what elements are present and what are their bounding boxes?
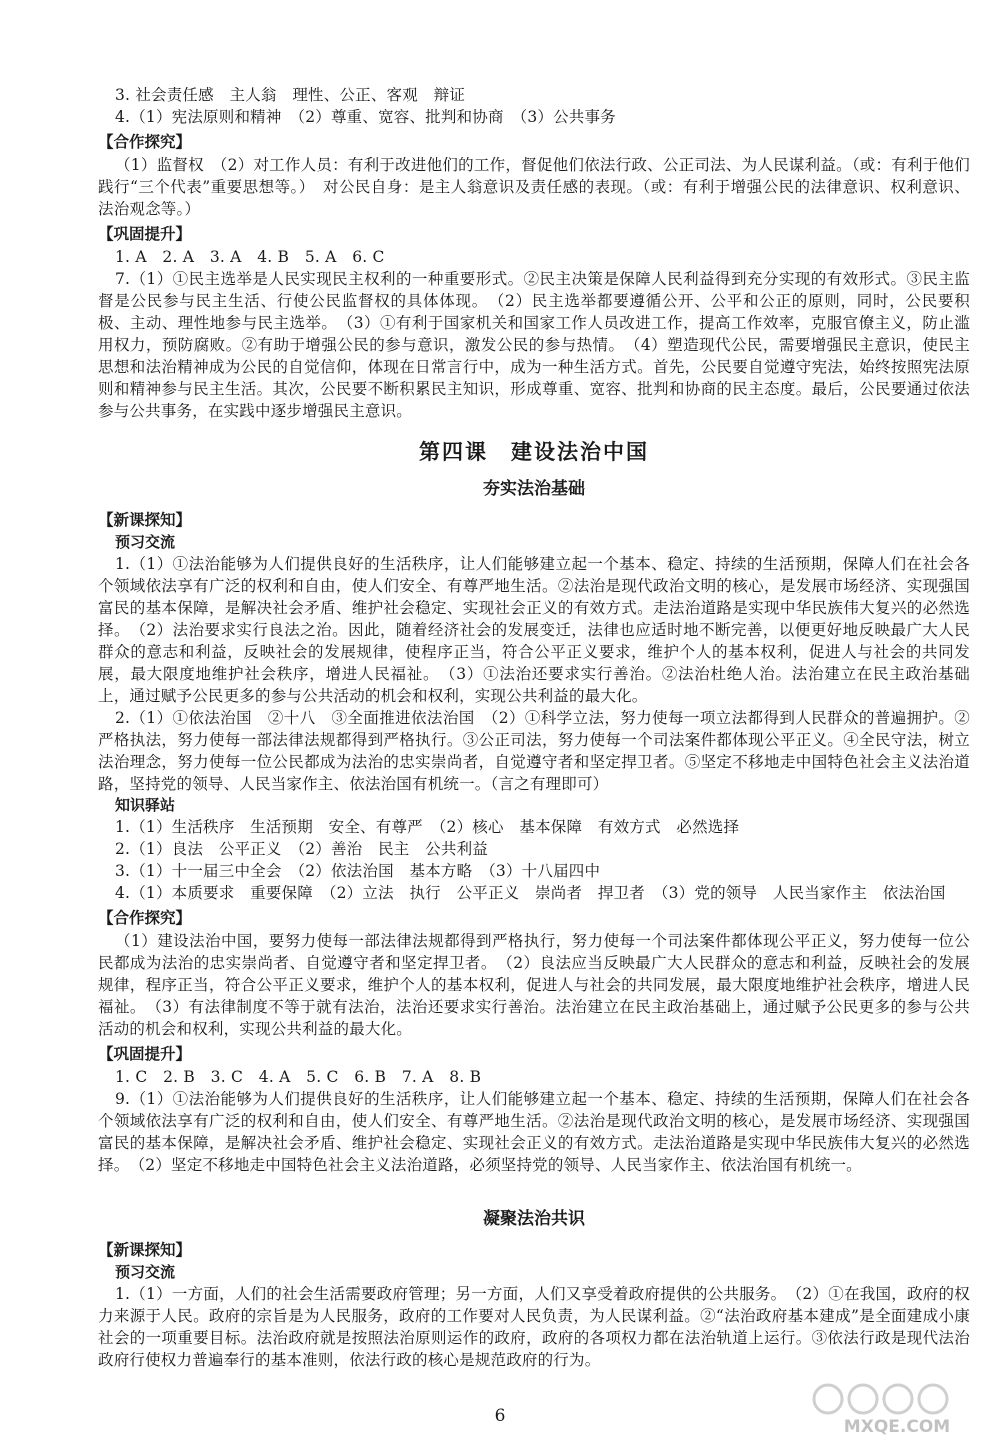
question-7-answer: 7.（1）①民主选举是人民实现民主权利的一种重要形式。②民主决策是保障人民利益得到充分实现的有效形式。③民主监督是公民参与民主生活、行使公民监督权的具体体现。 （2）民主选举都要遵循公开、公平和公正的原则，同时，公民要积极、主动、理性地参与民主选举。 （3）①有利于国家机关和国家工作人员改进工作，提高工作效率，克服官僚主义，防止滥用权力，预防腐败。②有助于增强公民的参与意识，激发公民的参与热情。 （4）塑造现代公民，需要增强民主意识，使民主思想和法治精神成为公民的自觉信仰，体现在日常言行中，成为一种生活方式。首先，公民要自觉遵守宪法，始终按照宪法原则和精神参与民主生活。其次，公民要不断积累民主知识，形成尊重、宽容、批判和协商的民主态度。最后，公民要通过依法参与公共事务，在实践中逐步增强民主意识。 [98,270,970,420]
topic-title-2: 凝聚法治共识 [483,1209,585,1229]
choice-answers: 1. A 2. A 3. A 4. B 5. A 6. C [115,248,385,266]
lesson-title: 第四课 建设法治中国 [419,440,649,464]
choice-answers-2: 1. C 2. B 3. C 4. A 5. C 6. B 7. A 8. B [115,1068,482,1086]
preview-heading: 预习交流 [115,533,176,551]
new-lesson-heading-2: 【新课探知】 [98,1241,192,1259]
answer-line-3: 3. 社会责任感 主人翁 理性、公正、客观 辩证 [115,86,466,104]
answer-line-4: 4.（1）宪法原则和精神 （2）尊重、宽容、批判和协商 （3）公共事务 [115,108,616,126]
knowledge-line-2: 2.（1）良法 公平正义 （2）善治 民主 公共利益 [115,840,488,858]
cooperative-inquiry-text: （1）监督权 （2）对工作人员：有利于改进他们的工作，督促他们依法行政、公正司法、为人民谋利益。（或：有利于他们践行“三个代表”重要思想等。） 对公民自身：是主人翁意识及责任感的表现。（或：有利于增强公民的法律意识、权利意识、法治观念等。） [98,156,970,218]
watermark-logo [808,1377,986,1437]
preview-heading-2: 预习交流 [115,1263,176,1281]
knowledge-line-3: 3.（1）十一届三中全会 （2）依法治国 基本方略 （3）十八届四中 [115,862,601,880]
knowledge-line-4: 4.（1）本质要求 重要保障 （2）立法 执行 公平正义 崇尚者 捍卫者 （3）党的领导 人民当家作主 依法治国 [115,884,946,902]
page-number: 6 [494,1406,506,1426]
preview-answer-topic2: 1.（1）一方面，人们的社会生活需要政府管理；另一方面，人们又享受着政府提供的公共服务。 （2）①在我国，政府的权力来源于人民。政府的宗旨是为人民服务，政府的工作要对人民负责，为人民谋利益。②“法治政府基本建成”是全面建成小康社会的一项重要目标。法治政府就是按照法治原则运作的政府，政府的各项权力都在法治轨道上运行。③依法行政是现代法治政府行使权力普遍奉行的基本准则，依法行政的核心是规范政府的行为。 [98,1285,970,1369]
document-body [98,84,970,1371]
preview-answer-1: 1.（1）①法治能够为人们提供良好的生活秩序，让人们能够建立起一个基本、稳定、持续的生活预期，保障人们在社会各个领域依法享有广泛的权利和自由，使人们安全、有尊严地生活。②法治是现代政治文明的核心，是发展市场经济、实现强国富民的基本保障，是解决社会矛盾、维护社会稳定、实现社会正义的有效方式。走法治道路是实现中华民族伟大复兴的必然选择。 （2）法治要求实行良法之治。因此，随着经济社会的发展变迁，法律也应适时地不断完善，以便更好地反映最广大人民群众的意志和利益，反映社会的发展规律，使程序正当，符合公平正义要求，维护个人的基本权利，促进人与社会的共同发展，最大限度地维护社会秩序，增进人民福祉。 （3）①法治还要求实行善治。②法治杜绝人治。法治建立在民主政治基础上，通过赋予公民更多的参与公共活动的机会和权利，实现公共利益的最大化。 [98,555,970,705]
preview-answer-2: 2.（1）①依法治国 ②十八 ③全面推进依法治国 （2）①科学立法，努力使每一项立法都得到人民群众的普遍拥护。②严格执法，努力使每一部法律法规都得到严格执行。③公正司法，努力使每一个司法案件都体现公平正义。④全民守法，树立法治理念，努力使每一位公民都成为法治的忠实崇尚者，自觉遵守者和坚定捍卫者。⑤坚定不移地走中国特色社会主义法治道路，坚持党的领导、人民当家作主、依法治国有机统一。（言之有理即可） [98,709,970,793]
cooperative-inquiry-heading-2: 【合作探究】 [98,909,192,927]
knowledge-heading: 知识驿站 [115,796,176,814]
watermark-text: MXQE.COM [843,1417,951,1437]
knowledge-line-1: 1.（1）生活秩序 生活预期 安全、有尊严 （2）核心 基本保障 有效方式 必然选择 [115,818,740,836]
consolidation-heading: 【巩固提升】 [98,225,192,243]
consolidation-heading-2: 【巩固提升】 [98,1045,192,1063]
new-lesson-heading: 【新课探知】 [98,511,192,529]
cooperative-inquiry-text-2: （1）建设法治中国，要努力使每一部法律法规都得到严格执行，努力使每一个司法案件都体现公平正义，努力使每一位公民都成为法治的忠实崇尚者、自觉遵守者和坚定捍卫者。 （2）良法应当反映最广大人民群众的意志和利益，反映社会的发展规律，程序正当，符合公平正义要求，维护个人的基本权利，促进人与社会的共同发展，最大限度地维护社会秩序，增进人民福祉。 （3）有法律制度不等于就有法治，法治还要求实行善治。法治建立在民主政治基础上，通过赋予公民更多的参与公共活动的机会和权利，实现公共利益的最大化。 [98,932,970,1038]
question-9-answer: 9.（1）①法治能够为人们提供良好的生活秩序，让人们能够建立起一个基本、稳定、持续的生活预期，保障人们在社会各个领域依法享有广泛的权利和自由，使人们安全、有尊严地生活。②法治是现代政治文明的核心，是发展市场经济、实现强国富民的基本保障，是解决社会矛盾、维护社会稳定、实现社会正义的有效方式。走法治道路是实现中华民族伟大复兴的必然选择。 （2）坚定不移地走中国特色社会主义法治道路，必须坚持党的领导、人民当家作主、依法治国有机统一。 [98,1090,970,1174]
topic-title-1: 夯实法治基础 [483,479,585,499]
cooperative-inquiry-heading: 【合作探究】 [98,133,192,151]
